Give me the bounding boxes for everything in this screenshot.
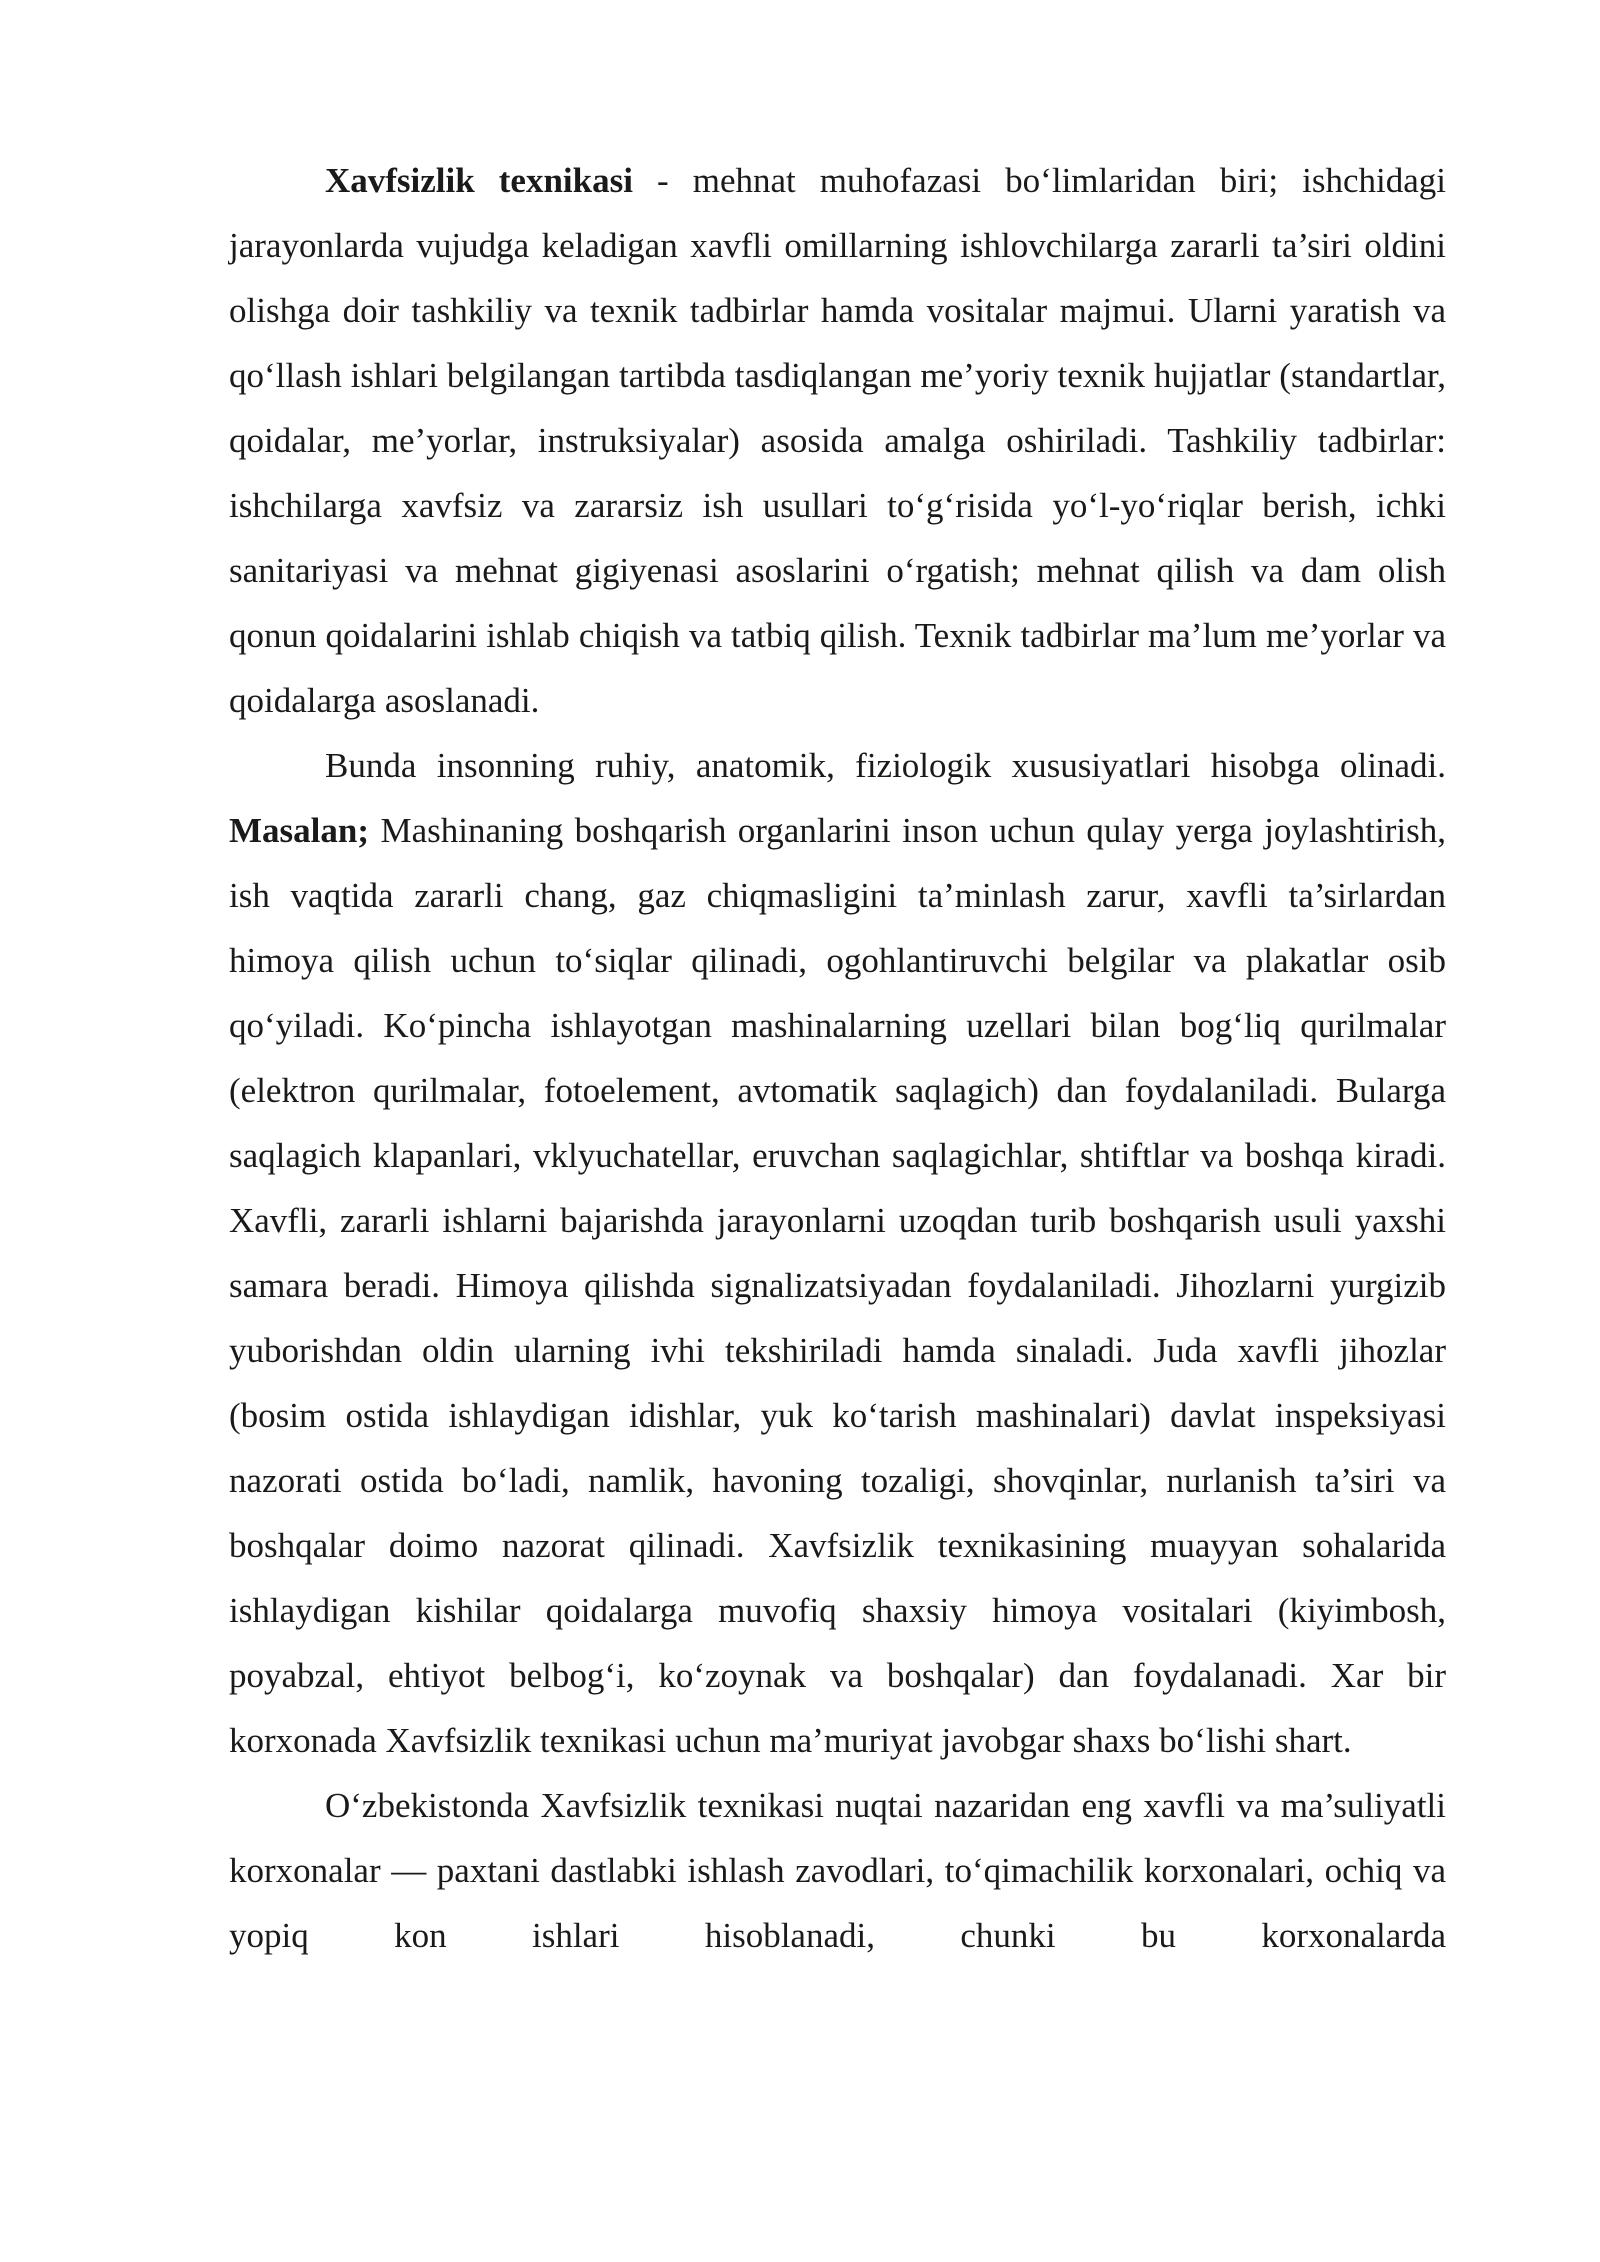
example-label: Masalan; bbox=[229, 811, 369, 850]
term-heading: Xavfsizlik texnikasi bbox=[325, 161, 633, 200]
paragraph-examples bbox=[229, 733, 1446, 1773]
paragraph-text: O‘zbekistonda Xavfsizlik texnikasi nuqtai nazaridan eng xavfli va ma’suliyatli korxonalar — paxtani dastlabki ishlash zavodlari, to‘qimachilik korxonalari, ochiq va yopiq kon ishlari hisoblanadi, chunki bu korxonalarda bbox=[229, 1786, 1446, 1955]
paragraph-definition bbox=[229, 148, 1446, 733]
paragraph-text: Bunda insonning ruhiy, anatomik, fiziologik xususiyatlari hisobga olinadi. bbox=[325, 746, 1446, 785]
paragraph-text: Mashinaning boshqarish organlarini inson uchun qulay yerga joylashtirish, ish vaqtida zararli chang, gaz chiqmasligini ta’minlash zarur, xavfli ta’sirlardan himoya qilish uchun to‘siqlar qilinadi, ogohlantiruvchi belgilar va plakatlar osib qo‘yiladi. Ko‘pincha ishlayotgan mashinalarning uzellari bilan bog‘liq qurilmalar (elektron qurilmalar, fotoelement, avtomatik saqlagich) dan foydalaniladi. Bularga saqlagich klapanlari, vklyuchatellar, eruvchan saqlagichlar, shtiftlar va boshqa kiradi. Xavfli, zararli ishlarni bajarishda jarayonlarni uzoqdan turib boshqarish usuli yaxshi samara beradi. Himoya qilishda signalizatsiyadan foydalaniladi. Jihozlarni yurgizib yuborishdan oldin ularning ivhi tekshiriladi hamda sinaladi. Juda xavfli jihozlar (bosim ostida ishlaydigan idishlar, yuk ko‘tarish mashinalari) davlat inspeksiyasi nazorati ostida bo‘ladi, namlik, havoning tozaligi, shovqinlar, nurlanish ta’siri va boshqalar doimo nazorat qilinadi. Xavfsizlik texnikasining muayyan sohalarida ishlaydigan kishilar qoidalarga muvofiq shaxsiy himoya vositalari (kiyimbosh, poyabzal, ehtiyot belbog‘i, ko‘zoynak va boshqalar) dan foydalanadi. Xar bir korxonada Xavfsizlik texnikasi uchun ma’muriyat javobgar shaxs bo‘lishi shart. bbox=[229, 811, 1446, 1760]
paragraph-uzbekistan bbox=[229, 1773, 1446, 1968]
document-page bbox=[229, 148, 1446, 1968]
paragraph-text: - mehnat muhofazasi bo‘limlaridan biri; ishchidagi jarayonlarda vujudga keladigan xavfli omillarning ishlovchilarga zararli ta’siri oldini olishga doir tashkiliy va texnik tadbirlar hamda vositalar majmui. Ularni yaratish va qo‘llash ishlari belgilangan tartibda tasdiqlangan me’yoriy texnik hujjatlar (standartlar, qoidalar, me’yorlar, instruksiyalar) asosida amalga oshiriladi. Tashkiliy tadbirlar: ishchilarga xavfsiz va zararsiz ish usullari to‘g‘risida yo‘l-yo‘riqlar berish, ichki sanitariyasi va mehnat gigiyenasi asoslarini o‘rgatish; mehnat qilish va dam olish qonun qoidalarini ishlab chiqish va tatbiq qilish. Texnik tadbirlar ma’lum me’yorlar va qoidalarga asoslanadi. bbox=[229, 161, 1446, 720]
